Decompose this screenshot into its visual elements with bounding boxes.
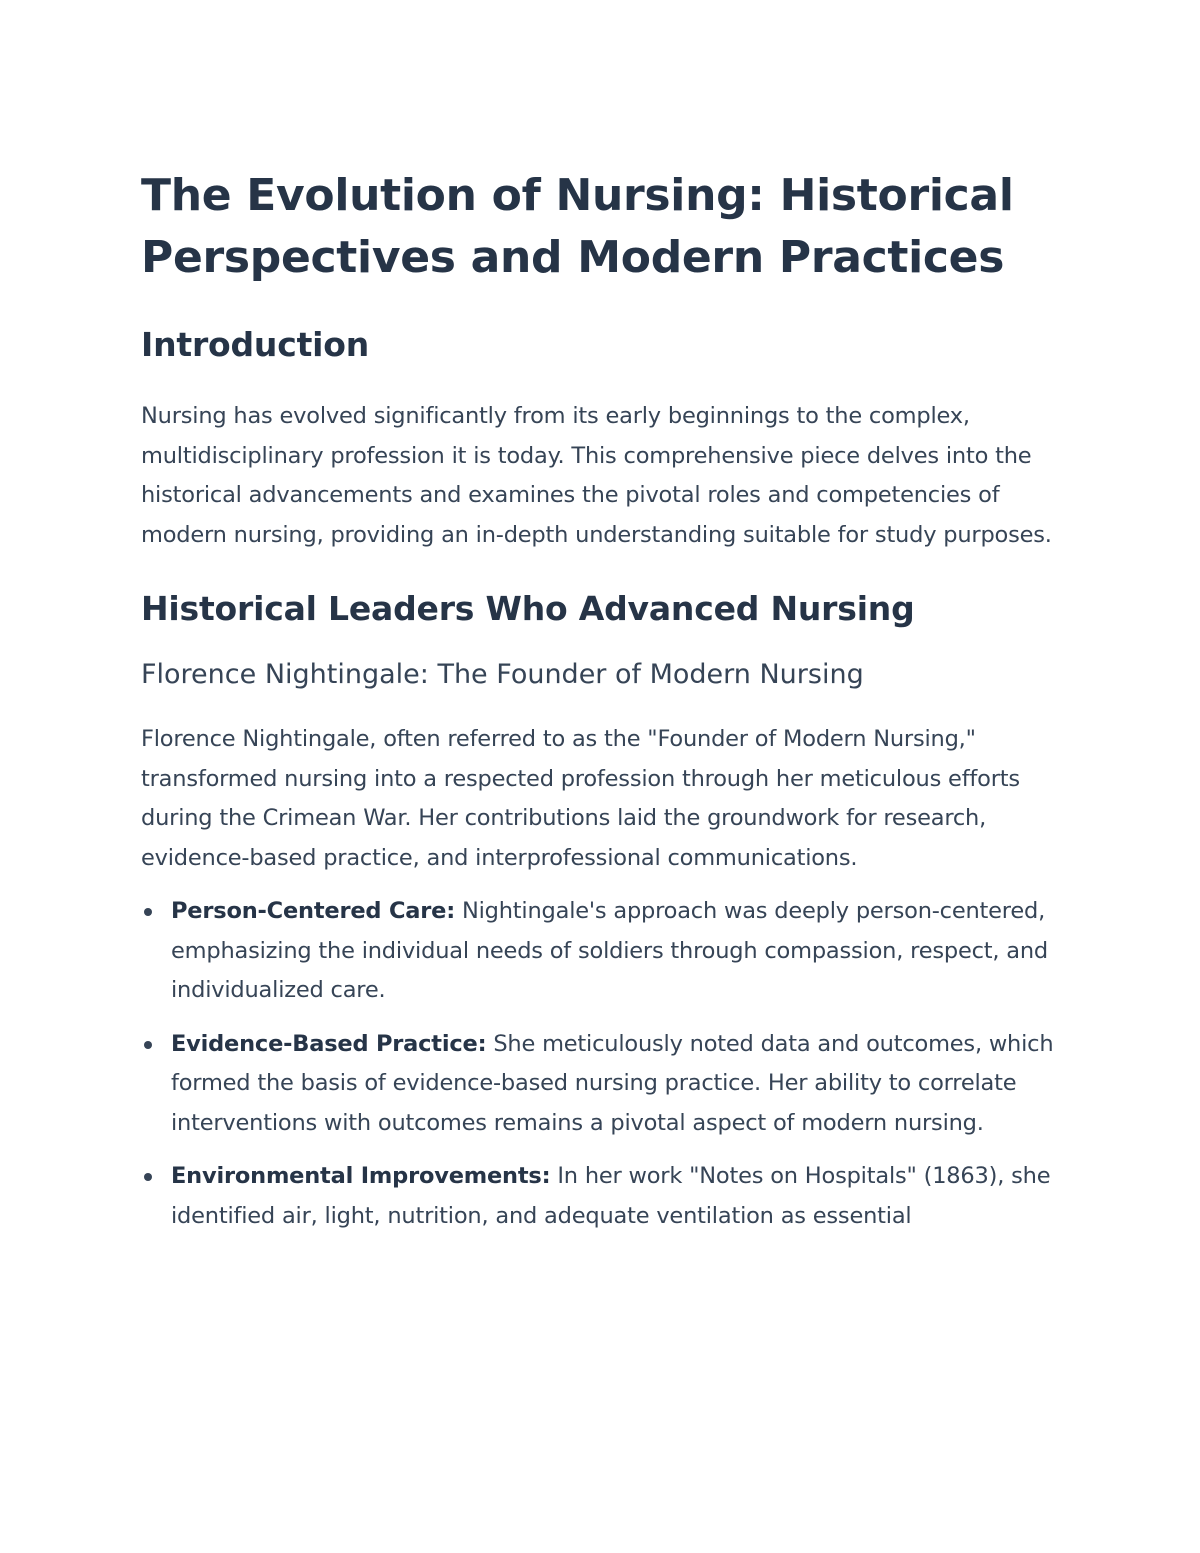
bullet-icon	[144, 1041, 152, 1049]
introduction-heading: Introduction	[141, 325, 370, 364]
list-item-text: Nightingale's approach was deeply person-centered, emphasizing the individual needs of soldiers through compassion, respect, and individualized care.	[171, 898, 1049, 1003]
document-page	[141, 165, 1061, 1250]
nightingale-subheading: Florence Nightingale: The Founder of Modern Nursing	[141, 659, 864, 690]
list-item	[141, 1157, 1061, 1236]
nightingale-points-list	[141, 892, 1061, 1236]
bullet-icon	[144, 908, 152, 916]
list-item-label: Person-Centered Care:	[171, 898, 456, 924]
list-item-label: Environmental Improvements:	[171, 1163, 551, 1189]
document-title: The Evolution of Nursing: Historical Perspectives and Modern Practices	[141, 170, 1014, 283]
list-item	[141, 892, 1061, 1011]
list-item-label: Evidence-Based Practice:	[171, 1030, 487, 1057]
bullet-icon	[144, 1173, 152, 1181]
list-item-text: In her work "Notes on Hospitals" (1863), she identified air, light, nutrition, and adequate ventilation as essential	[171, 1163, 1051, 1229]
historical-leaders-heading: Historical Leaders Who Advanced Nursing	[141, 589, 915, 628]
list-item	[141, 1025, 1061, 1144]
list-item-text: She meticulously noted data and outcomes, which formed the basis of evidence-based nursing practice. Her ability to correlate interventions with outcomes remains a pivotal aspect of modern nursing.	[171, 1030, 1054, 1136]
nightingale-paragraph: Florence Nightingale, often referred to as the "Founder of Modern Nursing," transformed nursing into a respected profession through her meticulous efforts during the Crimean War. Her contributions laid the groundwork for research, evidence-based practice, and interprofessional communications.	[141, 726, 1020, 871]
introduction-paragraph: Nursing has evolved significantly from its early beginnings to the complex, multidisciplinary profession it is today. This comprehensive piece delves into the historical advancements and examines the pivotal roles and competencies of modern nursing, providing an in-depth understanding suitable for study purposes.	[141, 403, 1052, 548]
